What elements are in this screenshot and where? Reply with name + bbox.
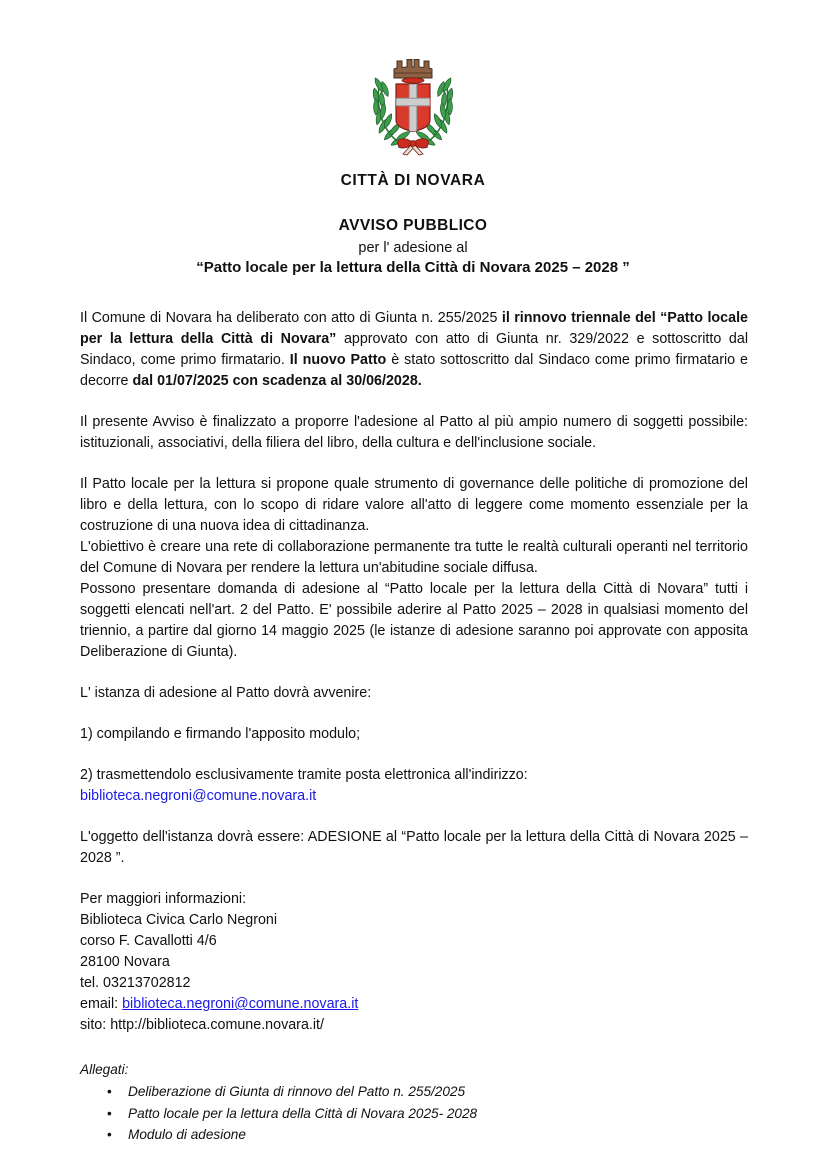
text-run: Il nuovo Patto [289,352,387,368]
contact-email-link[interactable]: biblioteca.negroni@comune.novara.it [122,996,359,1012]
paragraph [80,474,748,537]
contact-line: Biblioteca Civica Carlo Negroni [80,912,278,928]
pact-title: “Patto locale per la lettura della Città di Novara 2025 – 2028 ” [196,259,630,276]
contact-site-line [80,1015,748,1036]
text-run: 2) trasmettendolo esclusivamente tramite posta elettronica all'indirizzo: [80,767,528,783]
contact-lines [80,889,748,994]
attachment-item: • Patto locale per la lettura della Città di Novara 2025- 2028 [80,1103,748,1125]
paragraph [80,765,748,786]
text-run: L' istanza di adesione al Patto dovrà avvenire: [80,685,372,701]
attachment-item: • Modulo di adesione [80,1124,748,1146]
paragraph [80,412,748,454]
text-run: dal 01/07/2025 con scadenza al 30/06/2028. [132,373,422,389]
contact-email-label: email: [80,996,123,1012]
contact-line: 28100 Novara [80,954,170,970]
attachments-block [80,1059,748,1146]
notice-title: AVVISO PUBBLICO [338,217,488,234]
attachments-heading: Allegati: [80,1062,129,1077]
contact-line: tel. 03213702812 [80,975,191,991]
contact-site-label: sito: [80,1017,111,1033]
contact-line: Per maggiori informazioni: [80,891,247,907]
mural-crown-icon [394,60,432,84]
text-run: il rinnovo triennale del “Patto locale per la lettura della Città di Novara” [80,310,748,347]
paragraph [80,579,748,663]
text-run: Il presente Avviso è finalizzato a proporre l'adesione al Patto al più ampio numero di soggetti possibile: istituzionali, associativi, della filiera del libro, della cultura e dell'inclusione sociale. [80,414,748,451]
contact-email-line [80,994,748,1015]
text-run: Il Patto locale per la lettura si propone quale strumento di governance delle politiche di promozione del libro e della lettura, con lo scopo di ridare valore all'atto di leggere come momento essenziale per la costruzione di una nuova idea di cittadinanza. [80,476,748,534]
shield-icon [396,84,430,132]
novara-coat-of-arms [365,56,461,158]
email-link[interactable]: biblioteca.negroni@comune.novara.it [80,788,317,804]
contact-block [80,889,748,1036]
text-run: 1) compilando e firmando l'apposito modulo; [80,726,361,742]
text-run: Il Comune di Novara ha deliberato con atto di Giunta n. 255/2025 [80,310,502,326]
ribbon-bow-icon [397,139,428,155]
text-run: è stato sottoscritto dal Sindaco come primo firmatario e decorre [80,352,748,389]
text-run: Possono presentare domanda di adesione al “Patto locale per la lettura della Città di Novara” tutti i soggetti elencati nell'art. 2 del Patto. E' possibile aderire al Patto 2025 – 2028 in qualsiasi momento del triennio, a partire dal giorno 14 maggio 2025 (le istanze di adesione saranno poi approvate con apposita Deliberazione di Giunta). [80,581,748,660]
paragraph [80,683,748,704]
notice-subtitle: per l' adesione al [358,240,468,256]
text-run: approvato con atto di Giunta nr. 329/2022 e sottoscritto dal Sindaco, come primo firmatario. [80,331,748,368]
paragraph [80,827,748,869]
attachment-item: • Deliberazione di Giunta di rinnovo del Patto n. 255/2025 [80,1081,748,1103]
paragraph [80,308,748,392]
paragraph [80,724,748,745]
text-run: L'obiettivo è creare una rete di collaborazione permanente tra tutte le realtà culturali operanti nel territorio del Comune di Novara per rendere la lettura un'abitudine sociale diffusa. [80,539,748,576]
attachments-list [80,1081,748,1146]
body-paragraphs [80,308,748,869]
contact-site-url: http://biblioteca.comune.novara.it/ [110,1017,324,1033]
contact-line: corso F. Cavallotti 4/6 [80,933,217,949]
document-body [80,308,748,1146]
paragraph [80,537,748,579]
city-name: CITTÀ DI NOVARA [340,172,486,189]
paragraph [80,786,748,807]
text-run: L'oggetto dell'istanza dovrà essere: ADESIONE al “Patto locale per la lettura della Città di Novara 2025 – 2028 ”. [80,829,748,866]
